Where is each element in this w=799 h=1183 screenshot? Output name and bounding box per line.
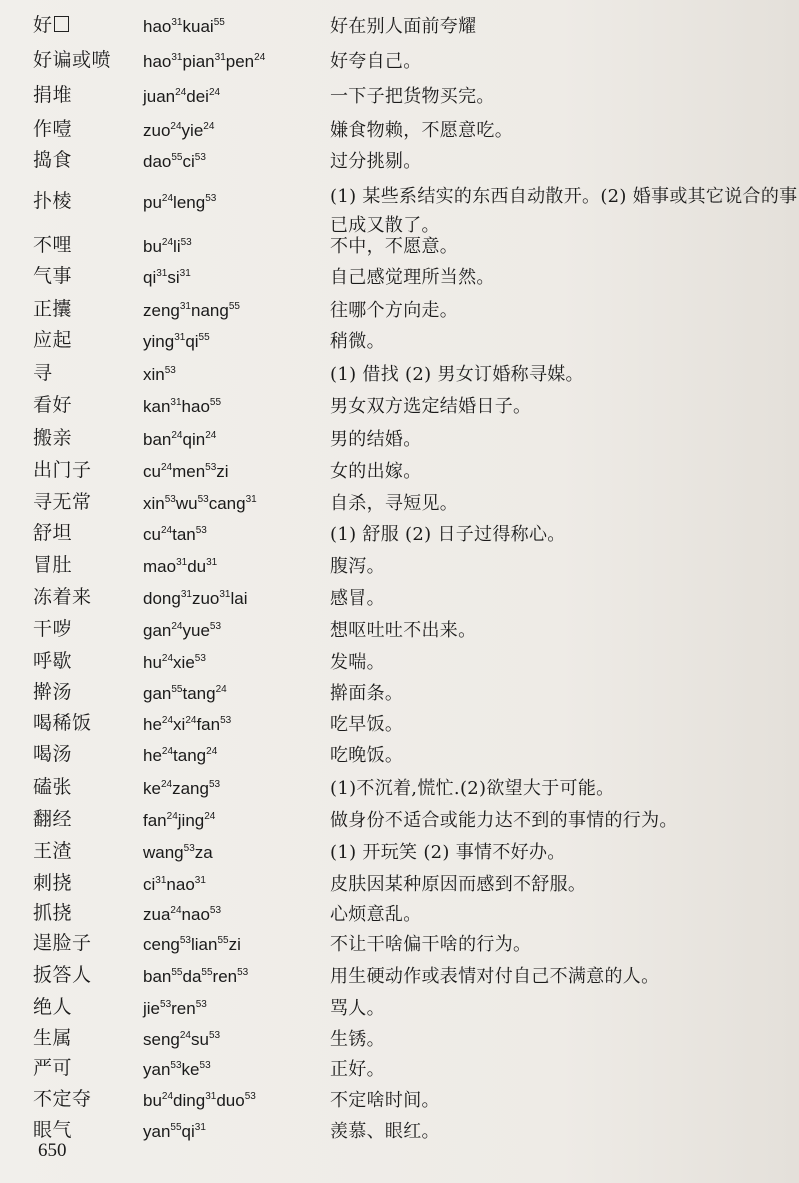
entry-pinyin — [143, 1089, 256, 1113]
entry-term: 冻着来 — [33, 586, 92, 608]
pinyin-syllable: nang — [191, 301, 229, 320]
pinyin-syllable: wu — [175, 494, 198, 513]
pinyin-syllable: fan — [196, 715, 221, 734]
entry-term: 扑棱 — [33, 190, 73, 212]
entry-term: 不定夺 — [33, 1088, 92, 1110]
tone-number: 31 — [170, 397, 182, 408]
entry-term: 应起 — [33, 329, 73, 351]
tone-number: 31 — [206, 557, 218, 568]
entry-term: 逞脸子 — [33, 932, 92, 954]
pinyin-syllable: dao — [143, 152, 172, 171]
pinyin-syllable: ban — [143, 430, 172, 449]
pinyin-syllable: dei — [186, 87, 209, 106]
tone-number: 31 — [179, 268, 191, 279]
pinyin-syllable: dong — [143, 589, 181, 608]
tone-number: 31 — [219, 589, 231, 600]
entry-definition: 想呕吐吐不出来。 — [330, 620, 477, 641]
entry-definition: 好在别人面前夸耀 — [330, 16, 477, 37]
pinyin-syllable: ke — [143, 779, 161, 798]
entry-pinyin — [143, 841, 213, 865]
entry-pinyin — [143, 809, 215, 833]
tone-number: 31 — [174, 332, 186, 343]
pinyin-syllable: ci — [182, 152, 195, 171]
tone-number: 24 — [160, 462, 173, 473]
pinyin-syllable: qi — [143, 268, 157, 287]
pinyin-syllable: pen — [225, 52, 255, 71]
tone-number: 24 — [161, 237, 174, 248]
pinyin-syllable: duo — [216, 1091, 245, 1110]
tone-number: 24 — [161, 653, 174, 664]
entry-pinyin — [143, 997, 207, 1021]
tone-number: 53 — [170, 1060, 182, 1071]
tone-number: 53 — [164, 494, 176, 505]
entry-pinyin — [143, 965, 248, 989]
entry-definition: 稍微。 — [330, 331, 385, 352]
entry-term: 好谝或喷 — [33, 49, 112, 71]
entry-pinyin — [143, 150, 206, 174]
pinyin-syllable: tang — [182, 684, 216, 703]
pinyin-syllable: yan — [143, 1122, 171, 1141]
tone-number: 55 — [171, 152, 183, 163]
entry-pinyin — [143, 1058, 211, 1082]
entry-definition: 嫌食物赖，不愿意吃。 — [330, 120, 513, 141]
entry-definition: 一下子把货物买完。 — [330, 86, 495, 107]
entry-pinyin — [143, 873, 206, 897]
entry-pinyin — [143, 903, 221, 927]
entry-definition: 骂人。 — [330, 998, 385, 1019]
tone-number: 55 — [213, 17, 225, 28]
pinyin-syllable: nao — [181, 905, 210, 924]
entry-definition: 用生硬动作或表情对付自己不满意的人。 — [330, 966, 660, 987]
pinyin-syllable: ci — [143, 875, 156, 894]
entry-definition: 不让干啥偏干啥的行为。 — [330, 934, 532, 955]
pinyin-syllable: si — [167, 268, 180, 287]
tone-number: 24 — [205, 430, 217, 441]
entry-term: 出门子 — [33, 459, 92, 481]
tone-number: 53 — [195, 999, 207, 1010]
tone-number: 24 — [215, 684, 227, 695]
entry-pinyin — [143, 50, 265, 74]
tone-number: 24 — [160, 779, 173, 790]
entry-definition: 羡慕、眼红。 — [330, 1121, 440, 1142]
pinyin-syllable: zuo — [191, 589, 220, 608]
entry-definition: 男的结婚。 — [330, 429, 422, 450]
entry-term: 寻 — [33, 362, 53, 384]
tone-number: 31 — [245, 494, 257, 505]
tone-number: 53 — [209, 621, 222, 632]
pinyin-syllable: lai — [230, 589, 248, 608]
entry-definition: 正好。 — [330, 1059, 385, 1080]
entry-term: 磕张 — [33, 776, 73, 798]
pinyin-syllable: yue — [182, 621, 210, 640]
entry-pinyin — [143, 363, 176, 387]
pinyin-syllable: yie — [181, 121, 204, 140]
tone-number: 53 — [164, 365, 176, 376]
entry-definition: (1) 借找 (2) 男女订婚称寻媒。 — [330, 364, 584, 385]
pinyin-syllable: ren — [171, 999, 196, 1018]
entry-term: 扳答人 — [33, 964, 92, 986]
pinyin-syllable: bu — [143, 237, 162, 256]
tone-number: 24 — [185, 715, 197, 726]
entry-term: 作噎 — [33, 118, 73, 140]
tone-number: 53 — [197, 494, 209, 505]
pinyin-syllable: bu — [143, 1091, 162, 1110]
pinyin-syllable: gan — [143, 621, 172, 640]
entry-pinyin — [143, 713, 231, 737]
tone-number: 53 — [194, 653, 206, 664]
pinyin-syllable: yan — [143, 1060, 171, 1079]
tone-number: 53 — [220, 715, 232, 726]
pinyin-syllable: jie — [143, 999, 161, 1018]
tone-number: 24 — [160, 525, 173, 536]
tone-number: 55 — [170, 1122, 182, 1133]
entry-term: 喝汤 — [33, 743, 73, 765]
entry-definition: 做身份不适合或能力达不到的事情的行为。 — [330, 810, 678, 831]
tone-number: 31 — [179, 301, 191, 312]
entry-definition: (1) 舒服 (2) 日子过得称心。 — [330, 524, 566, 545]
entry-pinyin — [143, 555, 217, 579]
pinyin-syllable: xie — [173, 653, 195, 672]
entry-term: 气事 — [33, 265, 73, 287]
entry-term: 绝人 — [33, 996, 73, 1018]
pinyin-syllable: qin — [182, 430, 206, 449]
tone-number: 24 — [170, 905, 182, 916]
tone-number: 53 — [194, 152, 206, 163]
entry-definition: (1) 某些系结实的东西自动散开。(2) 婚事或其它说合的事已成又散了。 — [330, 186, 798, 236]
tone-number: 53 — [205, 193, 217, 204]
pinyin-syllable: cu — [143, 462, 161, 481]
entry-definition: 生锈。 — [330, 1029, 385, 1050]
pinyin-syllable: juan — [143, 87, 176, 106]
pinyin-syllable: zi — [228, 935, 241, 954]
tone-number: 24 — [204, 811, 216, 822]
pinyin-syllable: qi — [181, 1122, 195, 1141]
pinyin-syllable: su — [191, 1030, 209, 1049]
entry-pinyin — [143, 682, 227, 706]
entry-pinyin — [143, 191, 216, 215]
entry-definition: 心烦意乱。 — [330, 904, 422, 925]
pinyin-syllable: leng — [173, 193, 206, 212]
entry-pinyin — [143, 1028, 220, 1052]
entry-pinyin — [143, 492, 257, 516]
entry-term: 擀汤 — [33, 681, 73, 703]
tone-number: 24 — [254, 52, 266, 63]
entry-pinyin — [143, 15, 225, 39]
tone-number: 53 — [208, 779, 221, 790]
tone-number: 31 — [171, 17, 183, 28]
entry-definition: 过分挑剔。 — [330, 151, 422, 172]
pinyin-syllable: zeng — [143, 301, 180, 320]
entry-definition: (1)不沉着,慌忙.(2)欲望大于可能。 — [330, 778, 615, 799]
tone-number: 55 — [171, 967, 183, 978]
tone-number: 24 — [161, 1091, 174, 1102]
entry-definition: 擀面条。 — [330, 683, 404, 704]
tone-number: 31 — [171, 52, 183, 63]
pinyin-syllable: hao — [181, 397, 210, 416]
pinyin-syllable: da — [182, 967, 202, 986]
tone-number: 24 — [175, 87, 187, 98]
entry-pinyin — [143, 933, 241, 957]
tone-number: 31 — [194, 1122, 206, 1133]
tone-number: 53 — [208, 1030, 221, 1041]
entry-pinyin — [143, 235, 192, 259]
pinyin-syllable: jing — [177, 811, 205, 830]
entry-definition: 男女双方选定结婚日子。 — [330, 396, 532, 417]
tone-number: 53 — [205, 462, 217, 473]
pinyin-syllable: ying — [143, 332, 175, 351]
pinyin-syllable: za — [194, 843, 213, 862]
entry-definition: 吃晚饭。 — [330, 745, 404, 766]
tone-number: 53 — [199, 1060, 211, 1071]
entry-pinyin — [143, 119, 214, 143]
tone-number: 24 — [203, 121, 215, 132]
tone-number: 31 — [155, 875, 167, 886]
entry-term: 不哩 — [33, 234, 73, 256]
entry-term: 舒坦 — [33, 522, 73, 544]
tone-number: 24 — [161, 715, 174, 726]
tone-number: 31 — [205, 1091, 217, 1102]
pinyin-syllable: ke — [181, 1060, 200, 1079]
entry-term: 抓挠 — [33, 902, 73, 924]
pinyin-syllable: lian — [191, 935, 218, 954]
tone-number: 31 — [176, 557, 188, 568]
entry-definition: 自己感觉理所当然。 — [330, 267, 495, 288]
entry-definition: 皮肤因某种原因而感到不舒服。 — [330, 874, 587, 895]
tone-number: 55 — [209, 397, 222, 408]
pinyin-syllable: zang — [172, 779, 209, 798]
missing-glyph-box — [54, 16, 69, 32]
entry-pinyin — [143, 85, 220, 109]
entry-term: 捐堆 — [33, 84, 73, 106]
pinyin-syllable: kuai — [182, 17, 214, 36]
pinyin-syllable: zua — [143, 905, 171, 924]
pinyin-syllable: xin — [143, 365, 165, 384]
entry-definition: 不中，不愿意。 — [330, 236, 459, 257]
entry-term: 喝稀饭 — [33, 712, 92, 734]
entry-term: 眼气 — [33, 1119, 73, 1141]
pinyin-syllable: cang — [208, 494, 246, 513]
tone-number: 24 — [161, 746, 174, 757]
entry-term: 看好 — [33, 394, 73, 416]
entry-term: 严可 — [33, 1057, 73, 1079]
tone-number: 24 — [206, 746, 218, 757]
pinyin-syllable: kan — [143, 397, 171, 416]
pinyin-syllable: mao — [143, 557, 177, 576]
entry-definition: 往哪个方向走。 — [330, 300, 459, 321]
entry-definition: 好夸自己。 — [330, 51, 422, 72]
entry-definition: (1) 开玩笑 (2) 事情不好办。 — [330, 842, 566, 863]
pinyin-syllable: he — [143, 746, 162, 765]
entry-pinyin — [143, 460, 229, 484]
tone-number: 24 — [179, 1030, 191, 1041]
entry-definition: 不定啥时间。 — [330, 1090, 440, 1111]
entry-term: 搬亲 — [33, 427, 73, 449]
pinyin-syllable: cu — [143, 525, 161, 544]
entry-pinyin — [143, 619, 221, 643]
entry-pinyin — [143, 330, 210, 354]
tone-number: 53 — [179, 935, 191, 946]
pinyin-syllable: xi — [173, 715, 186, 734]
pinyin-syllable: he — [143, 715, 162, 734]
entry-term: 冒肚 — [33, 554, 73, 576]
entry-term: 正攮 — [33, 298, 73, 320]
pinyin-syllable: men — [172, 462, 206, 481]
tone-number: 53 — [209, 905, 222, 916]
entry-term: 呼歇 — [33, 650, 73, 672]
entry-definition: 吃早饭。 — [330, 714, 404, 735]
tone-number: 53 — [244, 1091, 256, 1102]
pinyin-syllable: zi — [216, 462, 229, 481]
entry-term: 王渣 — [33, 840, 73, 862]
entry-pinyin — [143, 395, 221, 419]
entry-definition: 女的出嫁。 — [330, 461, 422, 482]
entry-pinyin — [143, 744, 217, 768]
pinyin-syllable: li — [173, 237, 181, 256]
tone-number: 24 — [170, 121, 182, 132]
pinyin-syllable: wang — [143, 843, 184, 862]
tone-number: 53 — [183, 843, 195, 854]
tone-number: 31 — [194, 875, 206, 886]
entry-term: 捣食 — [33, 149, 73, 171]
entry-term: 刺挠 — [33, 872, 73, 894]
tone-number: 24 — [171, 430, 183, 441]
entry-term: 翻经 — [33, 808, 73, 830]
entry-definition: 腹泻。 — [330, 556, 385, 577]
pinyin-syllable: nao — [166, 875, 195, 894]
entry-pinyin — [143, 266, 191, 290]
tone-number: 24 — [166, 811, 178, 822]
tone-number: 55 — [228, 301, 240, 312]
entry-definition: 发喘。 — [330, 652, 385, 673]
tone-number: 31 — [156, 268, 168, 279]
pinyin-syllable: ren — [212, 967, 238, 986]
tone-number: 24 — [208, 87, 221, 98]
pinyin-syllable: hao — [143, 52, 172, 71]
entry-term: 好 — [33, 13, 69, 37]
pinyin-syllable: ban — [143, 967, 172, 986]
entry-pinyin — [143, 777, 220, 801]
tone-number: 53 — [195, 525, 207, 536]
entry-pinyin — [143, 299, 240, 323]
tone-number: 53 — [237, 967, 249, 978]
pinyin-syllable: du — [187, 557, 207, 576]
pinyin-syllable: zuo — [143, 121, 171, 140]
entry-definition: 自杀，寻短见。 — [330, 493, 459, 514]
tone-number: 55 — [198, 332, 210, 343]
pinyin-syllable: pu — [143, 193, 162, 212]
pinyin-syllable: gan — [143, 684, 172, 703]
pinyin-syllable: pian — [182, 52, 215, 71]
tone-number: 53 — [160, 999, 172, 1010]
pinyin-syllable: tan — [172, 525, 196, 544]
pinyin-syllable: ding — [173, 1091, 206, 1110]
pinyin-syllable: hu — [143, 653, 162, 672]
tone-number: 31 — [180, 589, 192, 600]
tone-number: 31 — [214, 52, 226, 63]
tone-number: 55 — [201, 967, 213, 978]
pinyin-syllable: hao — [143, 17, 172, 36]
entry-definition: 感冒。 — [330, 588, 385, 609]
tone-number: 55 — [217, 935, 229, 946]
tone-number: 24 — [161, 193, 174, 204]
pinyin-syllable: ceng — [143, 935, 180, 954]
entry-pinyin — [143, 1120, 206, 1144]
tone-number: 53 — [180, 237, 192, 248]
entry-term: 寻无常 — [33, 491, 92, 513]
entry-pinyin — [143, 523, 207, 547]
entry-pinyin — [143, 428, 216, 452]
entry-pinyin — [143, 587, 248, 611]
entry-term: 干哕 — [33, 618, 73, 640]
pinyin-syllable: xin — [143, 494, 165, 513]
entry-pinyin — [143, 651, 206, 675]
pinyin-syllable: seng — [143, 1030, 180, 1049]
page-number: 650 — [38, 1140, 67, 1161]
tone-number: 55 — [171, 684, 183, 695]
tone-number: 24 — [171, 621, 183, 632]
pinyin-syllable: qi — [185, 332, 199, 351]
entry-term: 生属 — [33, 1027, 73, 1049]
pinyin-syllable: fan — [143, 811, 167, 830]
pinyin-syllable: tang — [173, 746, 207, 765]
